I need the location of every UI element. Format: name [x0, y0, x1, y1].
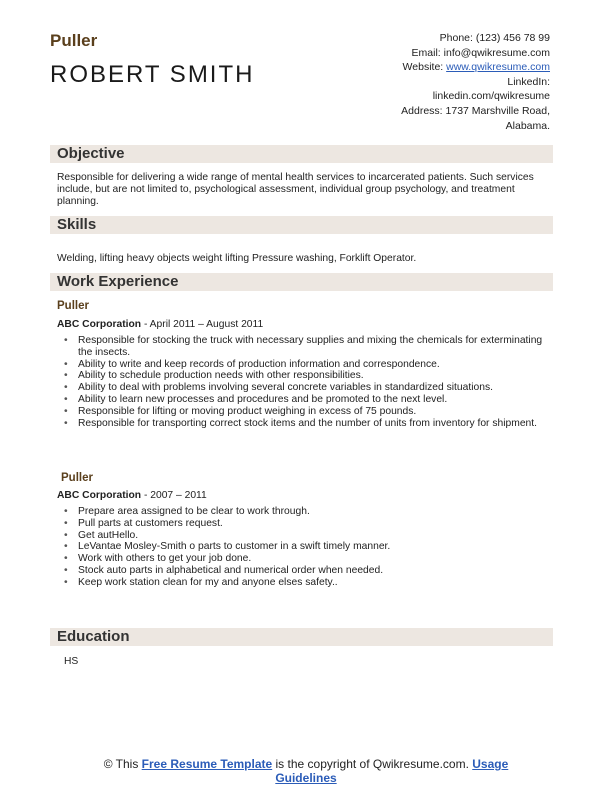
objective-section-bar — [50, 145, 553, 163]
objective-text: Responsible for delivering a wide range of mental health services to incarcerated patients. Such services include, but are not limited to, psychological assessment, individual group psychology, and treatment planning. — [57, 172, 534, 207]
skills-heading: Skills — [57, 216, 97, 233]
job-1-dates: - April 2011 – August 2011 — [141, 319, 264, 330]
email-label: Email: — [411, 46, 441, 59]
list-item: • Pull parts at customers request. — [64, 518, 552, 530]
list-item: • Keep work station clean for my and anyone elses safety.. — [64, 577, 552, 589]
contact-linkedin-value: linkedin.com/qwikresume — [432, 90, 550, 103]
candidate-name: ROBERT SMITH — [50, 61, 255, 88]
usage-guidelines-link-part-1[interactable]: Usage — [472, 757, 509, 771]
list-item: • Get autHello. — [64, 530, 552, 542]
contact-block — [310, 31, 550, 133]
contact-email — [310, 46, 550, 61]
list-item: • Ability to write and keep records of production information and correspondence. — [64, 359, 552, 371]
address-line-1: 1737 Marshville Road, — [445, 104, 550, 117]
footer-middle: is the copyright of Qwikresume.com. — [272, 757, 473, 771]
list-item: • Ability to schedule production needs with other responsibilities. — [64, 370, 552, 382]
list-item: • Work with others to get your job done. — [64, 553, 552, 565]
phone-label: Phone: — [439, 32, 473, 44]
list-item: • Responsible for stocking the truck with necessary supplies and mixing the chemicals for exterminating the insects. — [64, 335, 552, 359]
list-item: • Responsible for lifting or moving product weighing in excess of 75 pounds. — [64, 406, 552, 418]
resume-job-title: Puller — [50, 31, 98, 50]
objective-heading: Objective — [57, 145, 125, 162]
footer-prefix: © This — [103, 757, 142, 771]
job-1-bullets — [64, 335, 552, 429]
contact-website — [310, 60, 550, 75]
contact-linkedin-label: LinkedIn: — [507, 75, 550, 88]
contact-address — [310, 104, 550, 119]
website-link[interactable]: www.qwikresume.com — [446, 61, 550, 74]
list-item: • LeVantae Mosley-Smith o parts to customer in a swift timely manner. — [64, 541, 552, 553]
education-text: HS — [64, 656, 79, 667]
contact-phone — [310, 31, 550, 46]
address-line-2: Alabama. — [505, 119, 550, 132]
job-1-role: Puller — [57, 300, 89, 312]
list-item: • Responsible for transporting correct stock items and the number of units from inventory for shipment. — [64, 418, 552, 430]
list-item: • Prepare area assigned to be clear to work through. — [64, 506, 552, 518]
job-2-bullets — [64, 506, 552, 589]
email-value: info@qwikresume.com — [443, 46, 550, 59]
work-experience-heading: Work Experience — [57, 273, 179, 290]
job-2-role: Puller — [61, 472, 93, 484]
list-item: • Ability to deal with problems involving several concrete variables in standardized situations. — [64, 382, 552, 394]
free-resume-template-link[interactable]: Free Resume Template — [141, 757, 273, 771]
usage-guidelines-link-part-2[interactable]: Guidelines — [275, 771, 337, 785]
job-1-company: ABC Corporation — [57, 319, 142, 330]
job-2-company: ABC Corporation — [57, 490, 142, 501]
job-1-company-line — [57, 319, 263, 330]
list-item: • Stock auto parts in alphabetical and numerical order when needed. — [64, 565, 552, 577]
skills-section-bar — [50, 216, 553, 234]
copyright-footer — [60, 757, 552, 785]
list-item: • Ability to learn new processes and procedures and be promoted to the next level. — [64, 394, 552, 406]
skills-text: Welding, lifting heavy objects weight lifting Pressure washing, Forklift Operator. — [57, 253, 417, 264]
address-label: Address: — [401, 104, 443, 117]
education-heading: Education — [57, 628, 130, 645]
website-label: Website: — [402, 61, 444, 74]
job-2-company-line — [57, 490, 207, 501]
phone-value: (123) 456 78 99 — [475, 32, 550, 44]
job-2-dates: - 2007 – 2011 — [141, 490, 207, 501]
